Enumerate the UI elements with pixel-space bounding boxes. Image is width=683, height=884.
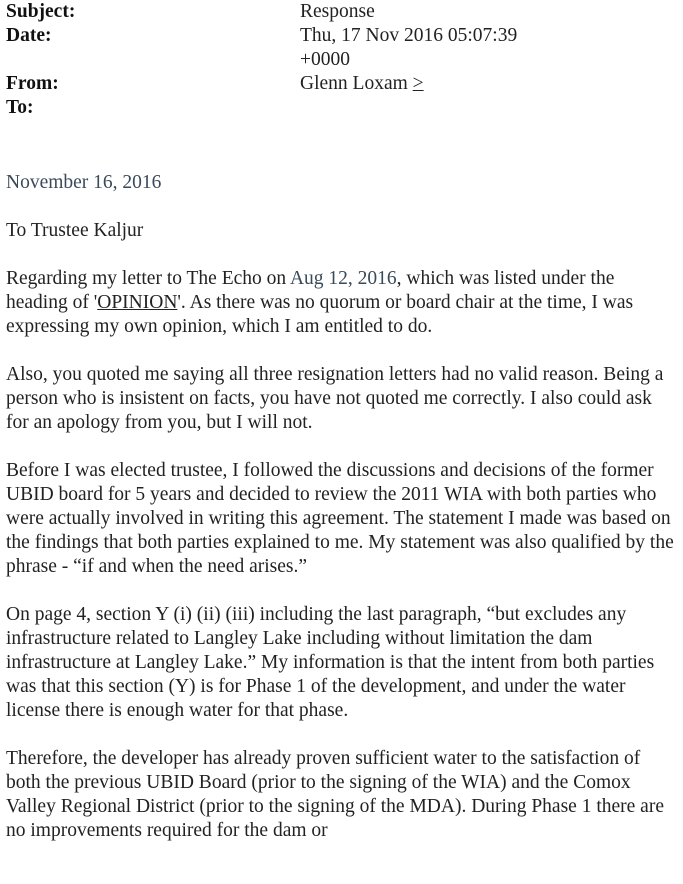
to-value — [300, 96, 676, 120]
paragraph-3: Before I was elected trustee, I followed the discussions and decisions of the former UBID board for 5 years and decided to review the 2011 WIA with both parties who were actually involved in writing this agreement. The statement I made was based on the findings that both parties explained to me. My statement was also qualified by the phrase - “if and when the need arises.” — [6, 460, 674, 577]
from-value — [300, 72, 676, 96]
to-label: To: — [6, 97, 34, 118]
date-value — [300, 24, 676, 72]
date-label: Date: — [6, 25, 52, 46]
letter-date: November 16, 2016 — [6, 172, 162, 193]
salutation: To Trustee Kaljur — [6, 220, 144, 241]
date-row — [6, 24, 676, 72]
opinion-link[interactable]: OPINION — [97, 292, 178, 313]
from-name: Glenn Loxam — [300, 73, 408, 94]
from-row — [6, 72, 676, 96]
subject-row — [6, 0, 676, 24]
paragraph-1-part-b: , which was listed under the heading of ' — [6, 268, 615, 313]
paragraph-1-part-a: Regarding my letter to The Echo on — [6, 268, 290, 289]
paragraph-2: Also, you quoted me saying all three resignation letters had no valid reason. Being a person who is insistent on facts, you have not quoted me correctly. I also could ask for an apology from you, but I will not. — [6, 364, 664, 433]
from-email-link[interactable]: > — [412, 73, 424, 94]
from-label: From: — [6, 73, 59, 94]
subject-value: Response — [300, 1, 375, 22]
subject-label: Subject: — [6, 1, 76, 22]
letter-echo-date: Aug 12, 2016 — [289, 268, 397, 289]
letter-body — [6, 171, 678, 867]
paragraph-1 — [6, 267, 678, 339]
paragraph-4: On page 4, section Y (i) (ii) (iii) including the last paragraph, “but excludes any infrastructure related to Langley Lake including without limitation the dam infrastructure at Langley Lake.” My information is that the intent from both parties was that this section (Y) is for Phase 1 of the development, and under the water license there is enough water for that phase. — [6, 604, 655, 721]
to-row — [6, 96, 676, 120]
date-value-line2: +0000 — [300, 49, 350, 70]
date-value-line1: Thu, 17 Nov 2016 05:07:39 — [300, 25, 518, 46]
email-header — [6, 0, 676, 120]
paragraph-1-part-c: '. As there was no quorum or board chair at the time, I was expressing my own opinion, which I am entitled to do. — [6, 292, 634, 337]
paragraph-5: Therefore, the developer has already proven sufficient water to the satisfaction of both the previous UBID Board (prior to the signing of the WIA) and the Comox Valley Regional District (prior to the signing of the MDA). During Phase 1 there are no improvements required for the dam or — [6, 748, 664, 841]
